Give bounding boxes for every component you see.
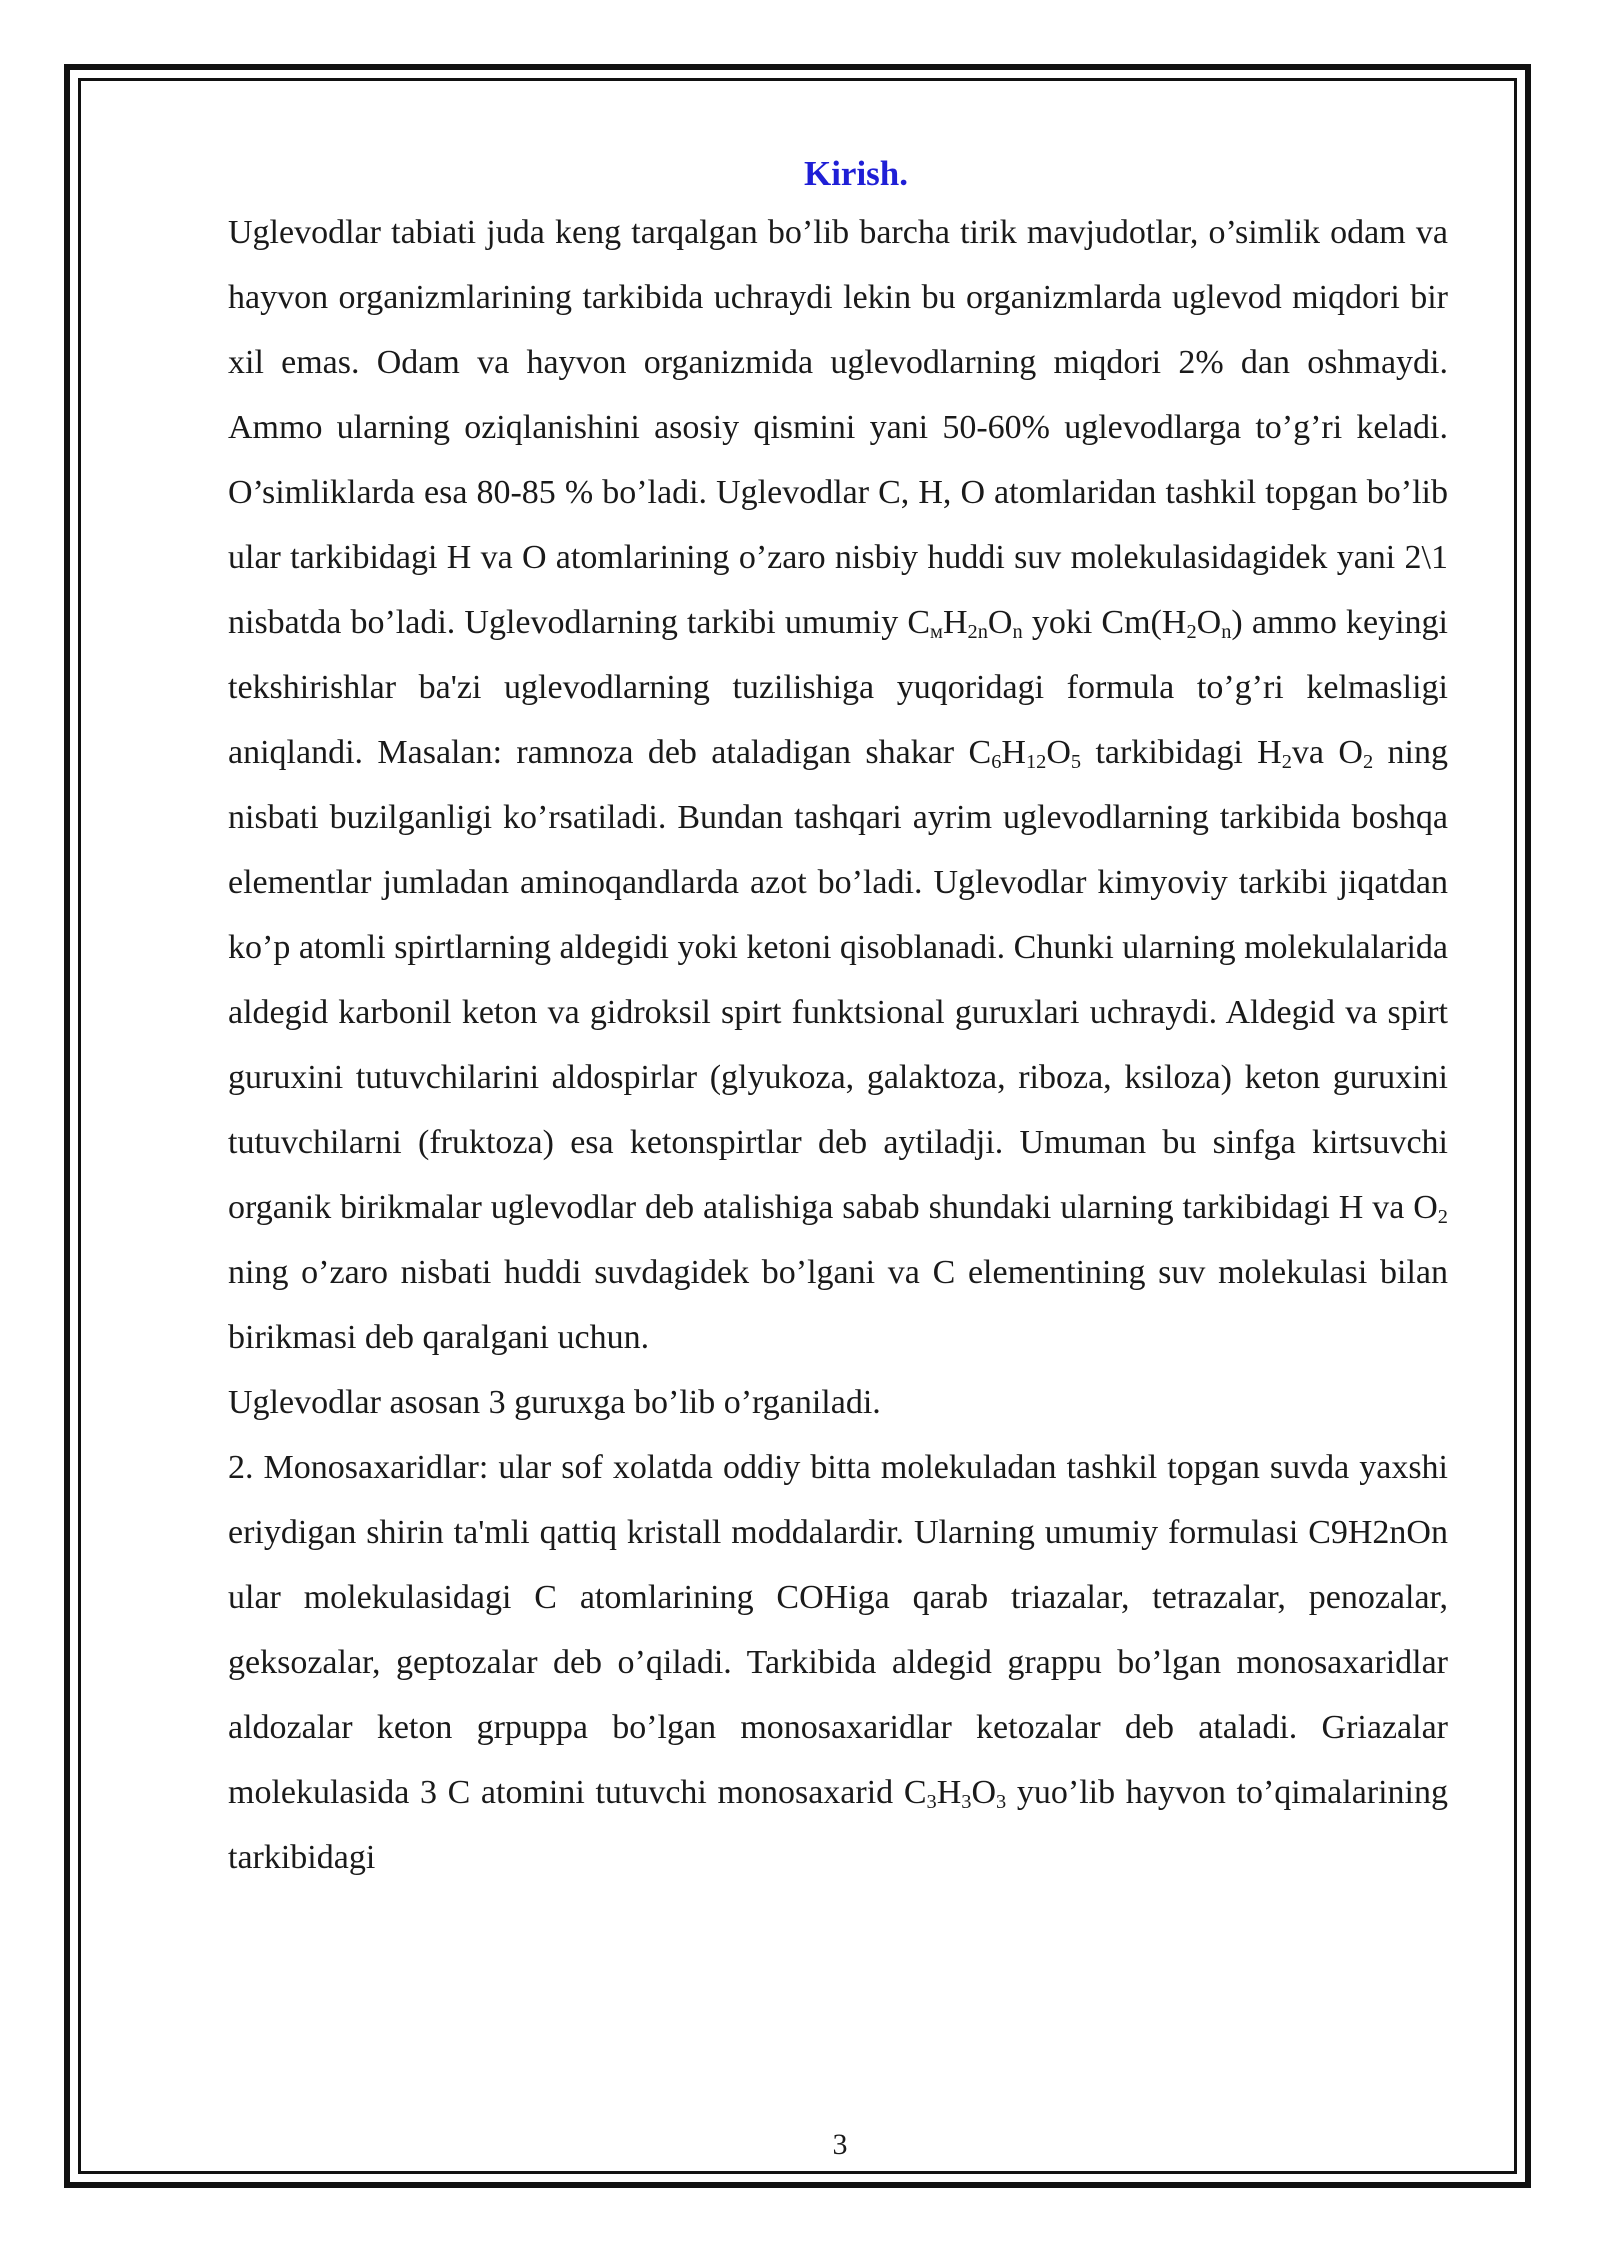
paragraph-intro: Uglevodlar tabiati juda keng tarqalgan bo’lib barcha tirik mavjudotlar, o’simlik odam va hayvon organizmlarining tarkibida uchraydi lekin bu organizmlarda uglevod miqdori bir xil emas. Odam va hayvon organizmida uglevodlarning miqdori 2% dan oshmaydi. Ammo ularning oziqlanishini asosiy qismini yani 50-60% uglevodlarga to’g’ri keladi. O’simliklarda esa 80-85 % bo’ladi. Uglevodlar C, H, O atomlaridan tashkil topgan bo’lib ular tarkibidagi H va O atomlarining o’zaro nisbiy huddi suv molekulasidagidek yani 2\1 nisbatda bo’ladi. Uglevodlarning tarkibi umumiy $C_мH_{2n}O_n$ yoki $Cm(H_2O_n)$ ammo keyingi tekshirishlar ba'zi uglevodlarning tuzilishiga yuqoridagi formula to’g’ri kelmasligi aniqlandi. Masalan: ramnoza deb ataladigan shakar $C_6H_{12}O_5$ tarkibidagi $H_2va$ $O_2$ ning nisbati buzilganligi ko’rsatiladi. Bundan tashqari ayrim uglevodlarning tarkibida boshqa elementlar jumladan aminoqandlarda azot bo’ladi. Uglevodlar kimyoviy tarkibi jiqatdan ko’p atomli spirtlarning aldegidi yoki ketoni qisoblanadi. Chunki ularning molekulalarida aldegid karbonil keton va gidroksil spirt funktsional guruxlari uchraydi. Aldegid va spirt guruxini tutuvchilarini aldospirlar (glyukoza, galaktoza, riboza, ksiloza) keton guruxini tutuvchilarni (fruktoza) esa ketonspirtlar deb aytiladji. Umuman bu sinfga kirtsuvchi organik birikmalar uglevodlar deb atalishiga sabab shundaki ularning tarkibidagi H va $O_2$ ning o’zaro nisbati huddi suvdagidek bo’lgani va C elementining suv molekulasi bilan birikmasi deb qaralgani uchun.	[228, 214, 1449, 1356]
paragraph-monosaccharides: 2. Monosaxaridlar: ular sof xolatda oddiy bitta molekuladan tashkil topgan suvda yaxshi eriydigan shirin ta'mli qattiq kristall moddalardir. Ularning umumiy formulasi C9H2nOn ular molekulasidagi C atomlarining COHiga qarab triazalar, tetrazalar, penozalar, geksozalar, geptozalar deb o’qiladi. Tarkibida aldegid grappu bo’lgan monosaxaridlar aldozalar keton grpuppa bo’lgan monosaxaridlar ketozalar deb ataladi. Griazalar molekulasida 3 C atomini tutuvchi monosaxarid $C_3H_3O_3$ yuo’lib hayvon to’qimalarining tarkibidagi	[228, 1449, 1449, 1876]
paragraph-groups: Uglevodlar asosan 3 guruxga bo’lib o’rganiladi.	[228, 1384, 881, 1421]
section-title: Kirish.	[803, 154, 909, 193]
page-number: 3	[832, 2128, 848, 2161]
page-content	[228, 148, 1448, 1890]
